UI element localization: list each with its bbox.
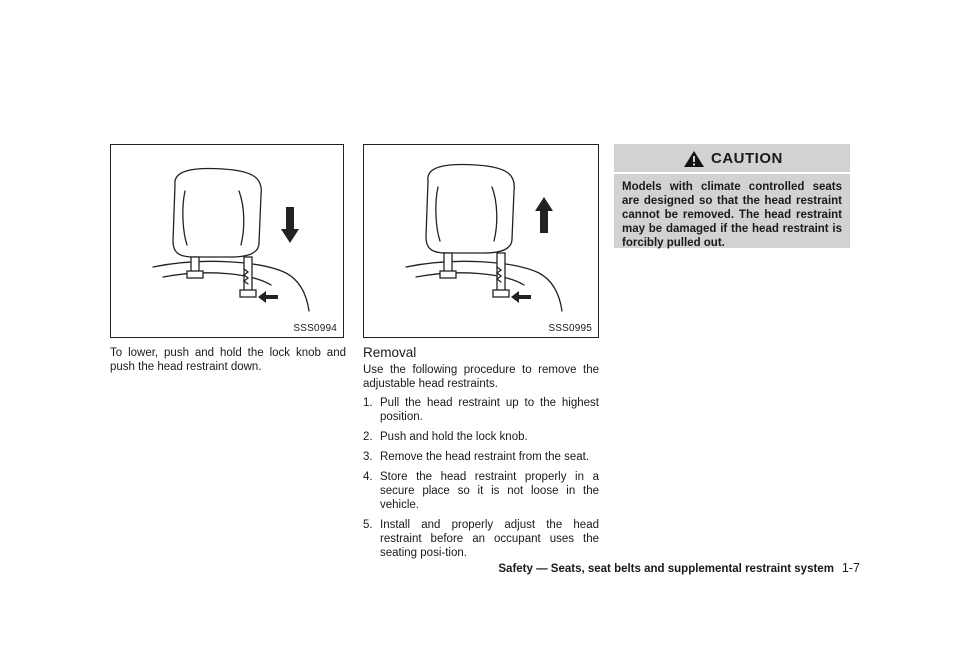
figure1-caption: To lower, push and hold the lock knob and push the head restraint down. (110, 347, 346, 373)
list-item (363, 430, 599, 444)
caution-header (614, 144, 850, 172)
figure-raise-head-restraint (363, 144, 599, 338)
list-item (363, 518, 599, 560)
head-restraint-lower-illustration (111, 145, 343, 337)
step-number: 1. (363, 397, 373, 409)
warning-icon (683, 150, 705, 168)
list-item (363, 396, 599, 424)
removal-intro: Use the following procedure to remove the adjustable head restraints. (363, 364, 599, 390)
step-number: 4. (363, 471, 373, 483)
step-text: Store the head restraint properly in a secure place so it is not loose in the vehicle. (380, 471, 599, 511)
list-item (363, 470, 599, 512)
figure-lower-head-restraint (110, 144, 344, 338)
divider (614, 172, 850, 174)
figure-code: SSS0995 (548, 323, 592, 334)
step-number: 3. (363, 451, 373, 463)
head-restraint-raise-illustration (364, 145, 598, 337)
step-number: 2. (363, 431, 373, 443)
footer-section-title: Safety — Seats, seat belts and supplemental restraint system (498, 563, 834, 575)
page-number: 1-7 (841, 561, 860, 575)
removal-steps (363, 396, 599, 566)
step-text: Push and hold the lock knob. (380, 431, 528, 443)
caution-box (614, 144, 850, 248)
page-footer (460, 559, 860, 577)
step-text: Pull the head restraint up to the highest position. (380, 397, 599, 423)
step-text: Install and properly adjust the head restraint before an occupant uses the seating posi-tion. (380, 519, 599, 559)
step-text: Remove the head restraint from the seat. (380, 451, 590, 463)
section-heading-removal: Removal (363, 345, 417, 360)
caution-title: CAUTION (711, 150, 783, 167)
step-number: 5. (363, 519, 373, 531)
list-item (363, 450, 599, 464)
figure-code: SSS0994 (293, 323, 337, 334)
caution-text: Models with climate controlled seats are designed so that the head restraint cannot be removed. The head restraint may be damaged if the head restraint is forcibly pulled out. (622, 181, 842, 249)
